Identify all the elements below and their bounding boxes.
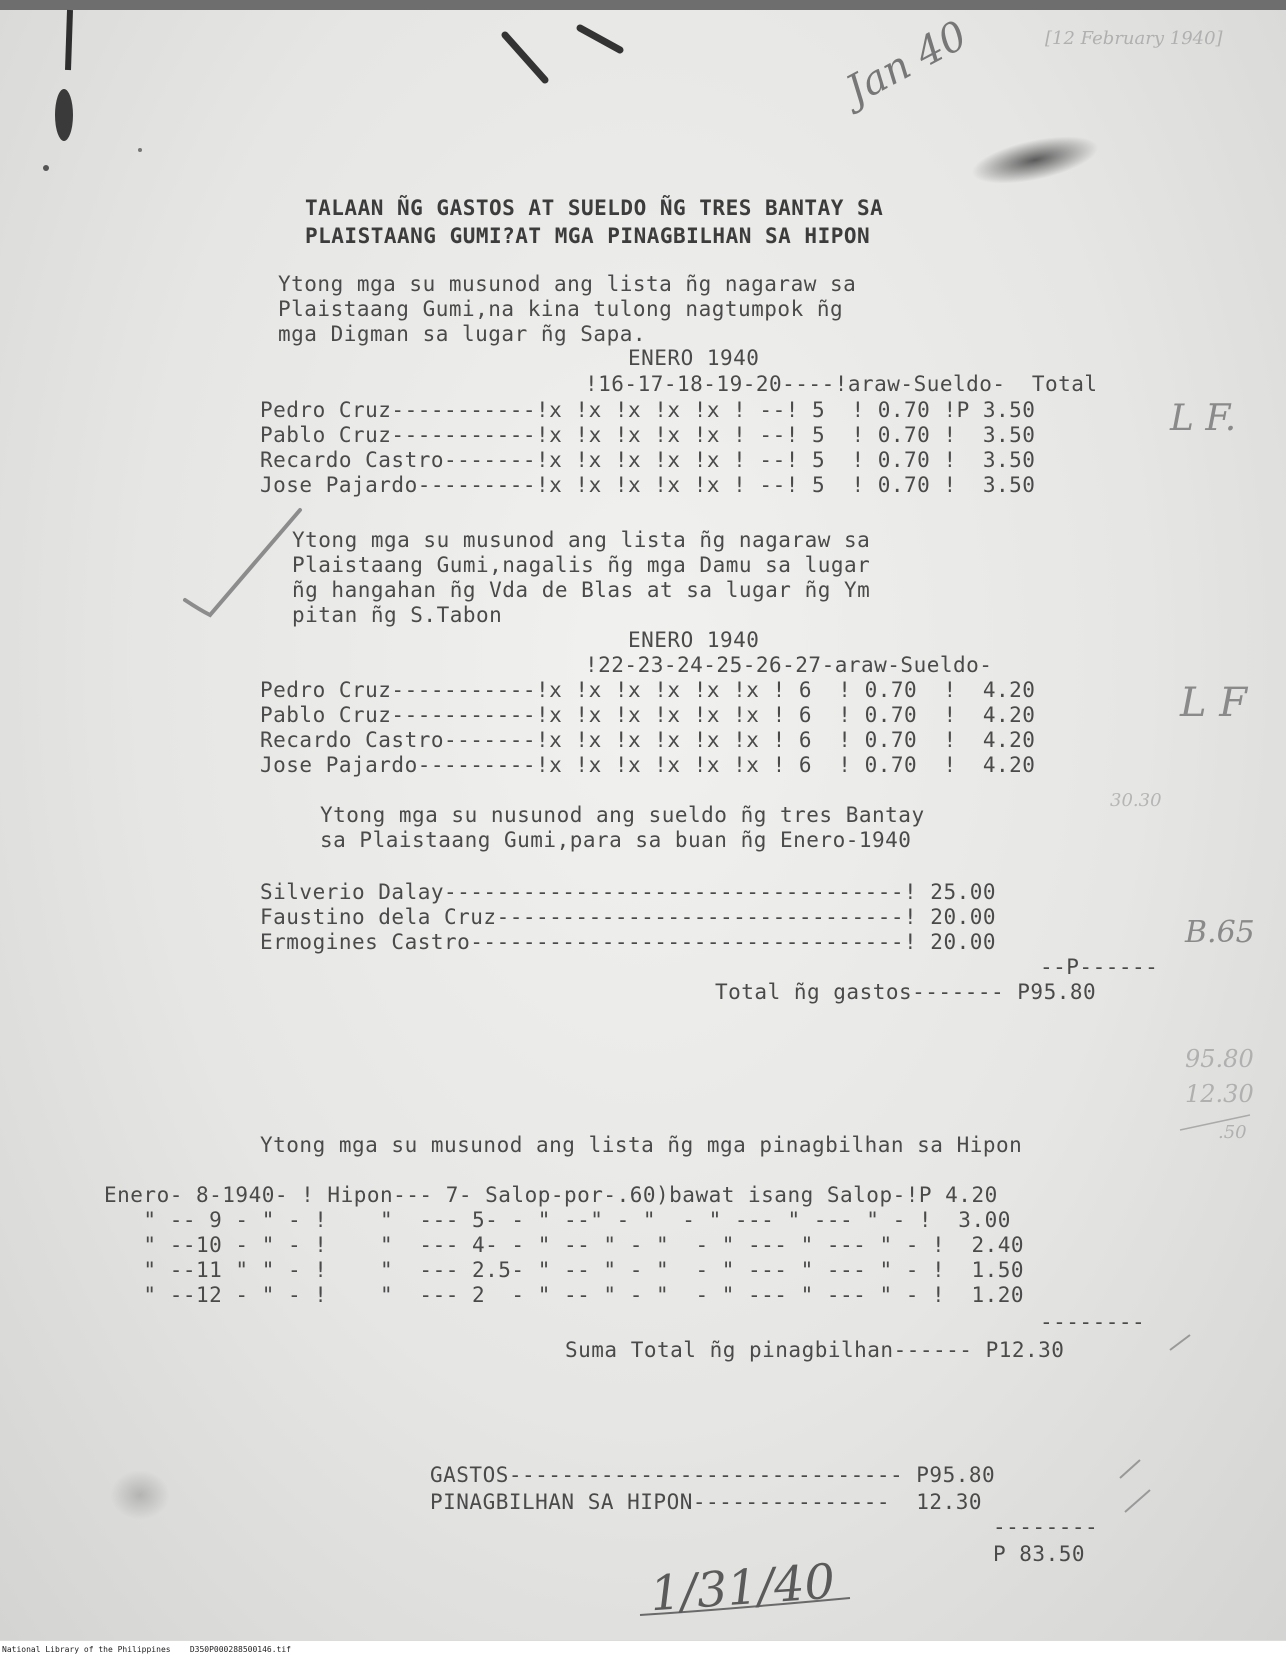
margin-note-b65: B.65 [1185,915,1255,950]
table-row: Recardo Castro-------!x !x !x !x !x ! --! 5 ! 0.70 ! 3.50 [260,448,1036,472]
section-2-intro: ñg hangahan ñg Vda de Blas at sa lugar ñg Ym [292,578,871,602]
section-4-intro: Ytong mga su musunod ang lista ñg mga pinagbilhan sa Hipon [260,1133,1023,1157]
table-row: " -- 9 - " - ! " --- 5- - " --" - " - " --- " --- " - ! 3.00 [104,1208,1011,1232]
section-3-intro: Ytong mga su nusunod ang sueldo ñg tres Bantay [320,803,925,827]
tick-mark [1170,1335,1190,1350]
section-1-intro: Plaistaang Gumi,na kina tulong nagtumpok ñg [278,297,844,321]
handwritten-top-note: [12 February 1940] [1045,28,1223,49]
table-row: Silverio Dalay-----------------------------------! 25.00 [260,880,997,904]
table-row: Recardo Castro-------!x !x !x !x !x !x ! 6 ! 0.70 ! 4.20 [260,728,1036,752]
section-2-month: ENERO 1940 [628,628,760,652]
section-2-table-header: !22-23-24-25-26-27-araw-Sueldo- [585,653,993,677]
table-row: " --12 - " - ! " --- 2 - " -- " - " - " --- " --- " - ! 1.20 [104,1283,1025,1307]
summary-gastos: GASTOS------------------------------ P95.80 [430,1463,996,1487]
table-row: " --11 " " - ! " --- 2.5- " -- " - " - " --- " --- " - ! 1.50 [104,1258,1025,1282]
table-row: Jose Pajardo---------!x !x !x !x !x !x ! 6 ! 0.70 ! 4.20 [260,753,1036,777]
title-line-1: TALAAN ÑG GASTOS AT SUELDO ÑG TRES BANTAY SA [305,196,884,220]
table-row: Jose Pajardo---------!x !x !x !x !x ! --! 5 ! 0.70 ! 3.50 [260,473,1036,497]
summary-hipon: PINAGBILHAN SA HIPON--------------- 12.30 [430,1490,983,1514]
section-2-intro: Plaistaang Gumi,nagalis ñg mga Damu sa lugar [292,553,871,577]
table-row: Ermogines Castro---------------------------------! 20.00 [260,930,997,954]
section-1-intro: mga Digman sa lugar ñg Sapa. [278,322,647,346]
section-2-intro: pitan ñg S.Tabon [292,603,503,627]
tick-mark [1120,1460,1140,1478]
section-1-table-header: !16-17-18-19-20----!araw-Sueldo- Total [585,372,1098,396]
tick-mark [1125,1490,1150,1512]
margin-calc: 12.30 [1185,1080,1254,1108]
table-row: Faustino dela Cruz-------------------------------! 20.00 [260,905,997,929]
table-row: Enero- 8-1940- ! Hipon--- 7- Salop-por-.60)bawat isang Salop-!P 4.20 [104,1183,998,1207]
total-rule: -------- [1040,1310,1146,1334]
table-row: Pablo Cruz-----------!x !x !x !x !x ! --! 5 ! 0.70 ! 3.50 [260,423,1036,447]
handwritten-subtotal: 30.30 [1110,790,1162,811]
check-mark [185,510,300,615]
margin-initials: L F. [1170,398,1237,439]
total-gastos: Total ñg gastos------- P95.80 [715,980,1097,1004]
hole-punch-marks [43,10,620,171]
summary-balance: P 83.50 [993,1542,1086,1566]
table-row: Pedro Cruz-----------!x !x !x !x !x ! --! 5 ! 0.70 !P 3.50 [260,398,1036,422]
table-row: " --10 - " - ! " --- 4- - " -- " - " - " --- " --- " - ! 2.40 [104,1233,1025,1257]
section-1-intro: Ytong mga su musunod ang lista ñg nagaraw sa [278,272,857,296]
margin-calc: .50 [1218,1122,1247,1143]
summary-rule: -------- [993,1515,1099,1539]
title-line-2: PLAISTAANG GUMI?AT MGA PINAGBILHAN SA HIPON [305,224,871,248]
scan-footer: National Library of the Philippines D350P000288500146.tif [0,1641,1286,1658]
margin-calc: 95.80 [1185,1045,1254,1073]
total-pinagbilhan: Suma Total ñg pinagbilhan------ P12.30 [565,1338,1065,1362]
section-2-intro: Ytong mga su musunod ang lista ñg nagaraw sa [292,528,871,552]
handwritten-signature-date: 1/31/40 [648,1553,837,1623]
table-row: Pablo Cruz-----------!x !x !x !x !x !x ! 6 ! 0.70 ! 4.20 [260,703,1036,727]
section-1-month: ENERO 1940 [628,346,760,370]
table-row: Pedro Cruz-----------!x !x !x !x !x !x ! 6 ! 0.70 ! 4.20 [260,678,1036,702]
handwritten-date-stamp: Jan 40 [838,12,975,114]
margin-initials: L F [1180,680,1248,726]
section-3-intro: sa Plaistaang Gumi,para sa buan ñg Enero-1940 [320,828,912,852]
total-rule: --P------ [1040,955,1159,979]
